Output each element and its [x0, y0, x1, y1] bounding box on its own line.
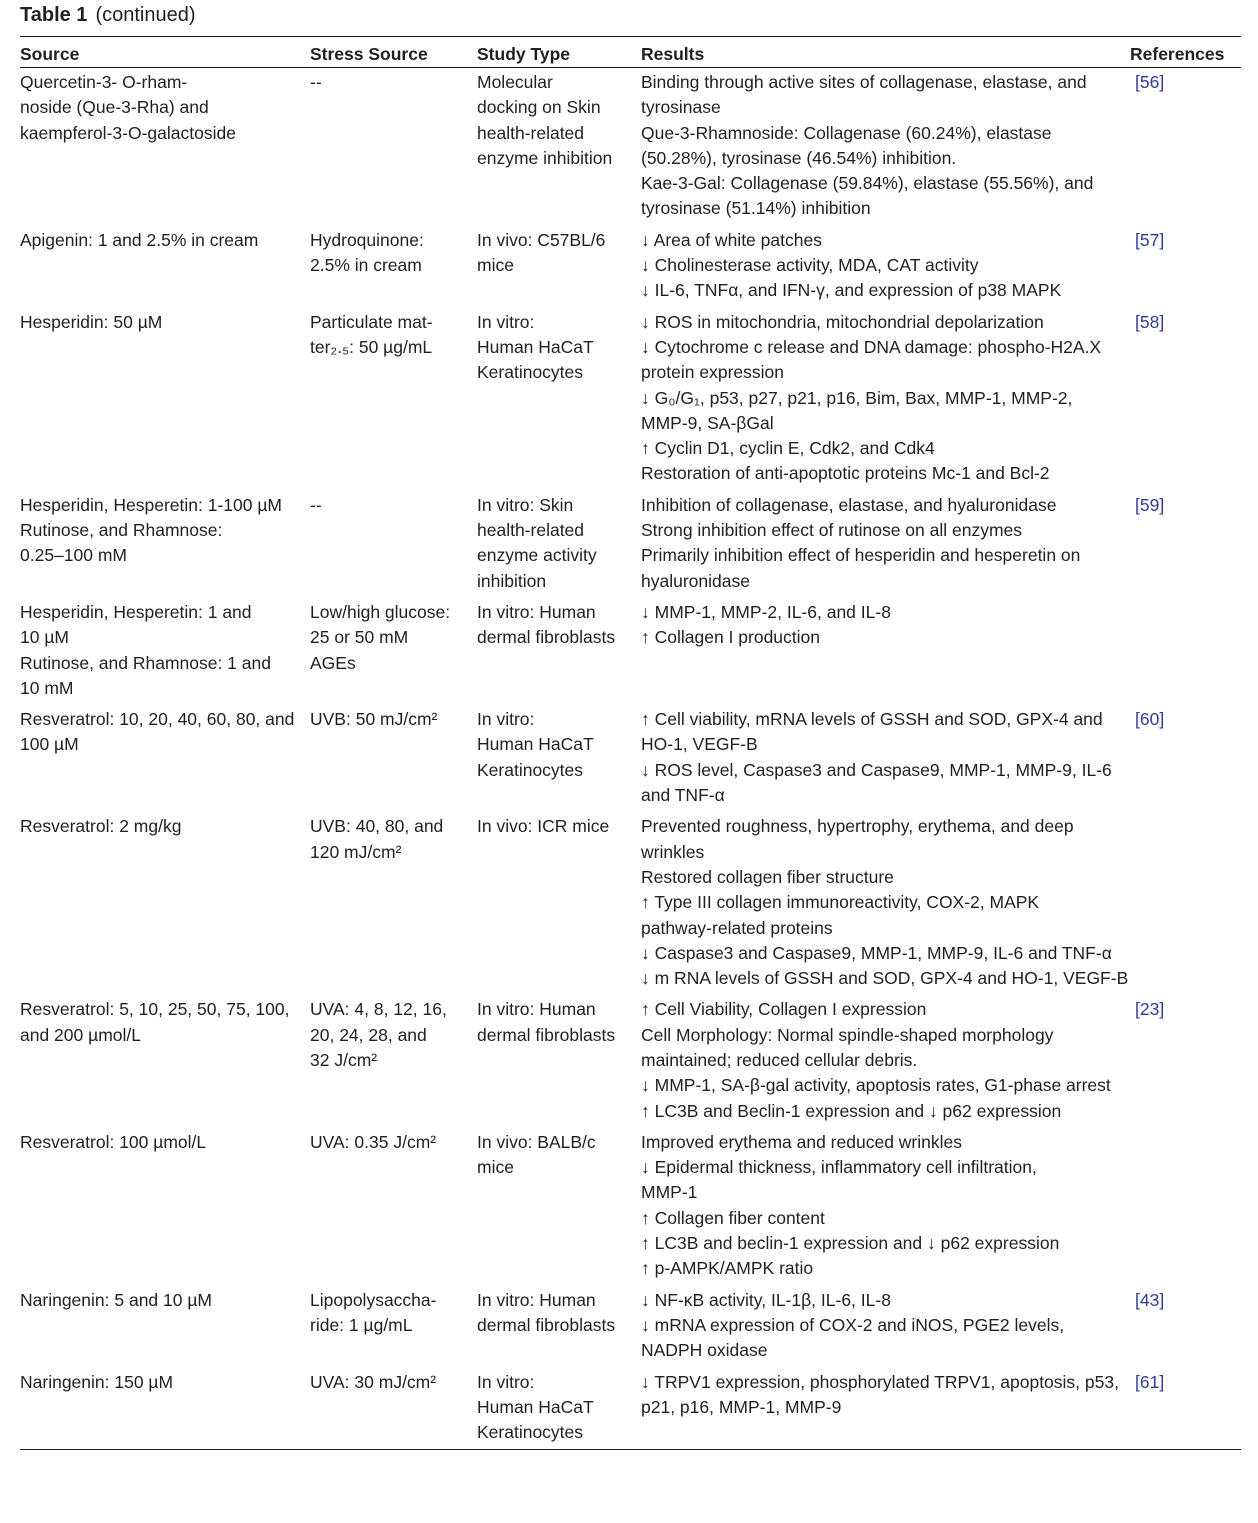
cell-line: ↓ IL-6, TNFα, and IFN-γ, and expression of p38 MAPK — [641, 280, 1062, 301]
cell-line: Human HaCaT — [477, 336, 594, 357]
cell-study-type — [477, 1368, 641, 1450]
cell-stress-source — [310, 226, 477, 308]
cell-line: noside (Que-3-Rha) and — [20, 97, 209, 118]
table-row — [20, 1128, 1241, 1286]
cell-line: Resveratrol: 10, 20, 40, 60, 80, and — [20, 709, 295, 730]
cell-line: maintained; reduced cellular debris. — [641, 1049, 918, 1070]
cell-line: 32 J/cm² — [310, 1049, 378, 1070]
cell-line: Hesperidin: 50 µM — [20, 311, 163, 332]
cell-line: 25 or 50 mM — [310, 627, 409, 648]
cell-line: p21, p16, MMP-1, MMP-9 — [641, 1396, 842, 1417]
cell-line: Human HaCaT — [477, 1396, 594, 1417]
cell-line: Binding through active sites of collagenase, elastase, and — [641, 72, 1087, 92]
cell-study-type — [477, 598, 641, 705]
cell-line: 10 µM — [20, 627, 69, 648]
cell-stress-source — [310, 491, 477, 598]
cell-line: In vitro: — [477, 1371, 535, 1392]
cell-line: AGEs — [310, 652, 356, 673]
cell-results — [641, 1286, 1130, 1368]
cell-results — [641, 308, 1130, 491]
cell-source — [20, 995, 310, 1127]
cell-line: (50.28%), tyrosinase (46.54%) inhibition. — [641, 147, 957, 168]
cell-line: Hesperidin, Hesperetin: 1 and — [20, 601, 252, 622]
cell-line: Quercetin-3- O-rham- — [20, 72, 188, 92]
cell-line: Kae-3-Gal: Collagenase (59.84%), elastase (55.56%), and — [641, 173, 1094, 194]
cell-line: Keratinocytes — [477, 1422, 584, 1443]
cell-line: ↑ Cell viability, mRNA levels of GSSH and SOD, GPX-4 and — [641, 709, 1103, 730]
reference-link[interactable]: [59] — [1135, 494, 1165, 515]
cell-line: Que-3-Rhamnoside: Collagenase (60.24%), elastase — [641, 122, 1052, 143]
cell-line: ↑ LC3B and Beclin-1 expression and ↓ p62 expression — [641, 1100, 1062, 1121]
cell-source — [20, 226, 310, 308]
cell-stress-source — [310, 1368, 477, 1450]
cell-line: dermal fibroblasts — [477, 627, 616, 648]
cell-line: Apigenin: 1 and 2.5% in cream — [20, 229, 259, 250]
header-stress-source: Stress Source — [310, 37, 477, 68]
cell-line: ↑ Cyclin D1, cyclin E, Cdk2, and Cdk4 — [641, 438, 935, 459]
cell-line: tyrosinase — [641, 97, 721, 118]
header-study-type: Study Type — [477, 37, 641, 68]
cell-results — [641, 1368, 1130, 1450]
cell-line: Restored collagen fiber structure — [641, 866, 894, 887]
cell-line: ↓ Epidermal thickness, inflammatory cell infiltration, — [641, 1157, 1037, 1178]
cell-study-type — [477, 1128, 641, 1286]
cell-line: Primarily inhibition effect of hesperidin and hesperetin on — [641, 545, 1081, 566]
reference-link[interactable]: [60] — [1135, 709, 1165, 730]
cell-line: Rutinose, and Rhamnose: 1 and — [20, 652, 271, 673]
cell-line: inhibition — [477, 570, 547, 591]
cell-reference — [1130, 68, 1241, 226]
table-row — [20, 226, 1241, 308]
cell-results — [641, 995, 1130, 1127]
cell-line: In vivo: C57BL/6 — [477, 229, 606, 250]
cell-line: In vitro: — [477, 311, 535, 332]
cell-line: Rutinose, and Rhamnose: — [20, 520, 223, 541]
cell-results — [641, 226, 1130, 308]
cell-line: health-related — [477, 122, 585, 143]
cell-line: UVB: 40, 80, and — [310, 816, 444, 837]
cell-line: ↑ Collagen fiber content — [641, 1207, 825, 1228]
cell-line: NADPH oxidase — [641, 1340, 768, 1361]
cell-line: enzyme activity — [477, 545, 597, 566]
cell-results — [641, 491, 1130, 598]
cell-line: In vitro: Skin — [477, 494, 574, 515]
cell-stress-source — [310, 705, 477, 812]
header-results: Results — [641, 37, 1130, 68]
cell-line: 120 mJ/cm² — [310, 841, 402, 862]
cell-line: In vitro: — [477, 709, 535, 730]
cell-results — [641, 812, 1130, 995]
table-row — [20, 705, 1241, 812]
table-row — [20, 598, 1241, 705]
cell-source — [20, 598, 310, 705]
cell-line: ↓ Area of white patches — [641, 229, 822, 250]
cell-reference — [1130, 598, 1241, 705]
cell-line: Cell Morphology: Normal spindle-shaped morphology — [641, 1024, 1054, 1045]
cell-study-type — [477, 308, 641, 491]
cell-source — [20, 1128, 310, 1286]
cell-line: 2.5% in cream — [310, 255, 422, 276]
cell-line: ↑ Type III collagen immunoreactivity, COX-2, MAPK — [641, 892, 1040, 913]
cell-line: Low/high glucose: — [310, 601, 451, 622]
cell-line: ↓ Cytochrome c release and DNA damage: phospho-H2A.X — [641, 336, 1102, 357]
reference-link[interactable]: [58] — [1135, 311, 1165, 332]
cell-line: In vitro: Human — [477, 999, 596, 1020]
cell-line: -- — [310, 72, 322, 92]
cell-line: Molecular — [477, 72, 553, 92]
cell-study-type — [477, 226, 641, 308]
table-row — [20, 68, 1241, 226]
cell-source — [20, 308, 310, 491]
table-row — [20, 308, 1241, 491]
cell-line: ter₂.₅: 50 µg/mL — [310, 336, 433, 357]
reference-link[interactable]: [23] — [1135, 999, 1165, 1020]
cell-stress-source — [310, 1286, 477, 1368]
cell-line: In vitro: Human — [477, 1289, 596, 1310]
cell-results — [641, 598, 1130, 705]
cell-line: ↑ Collagen I production — [641, 627, 820, 648]
cell-line: MMP-1 — [641, 1182, 698, 1203]
cell-study-type — [477, 1286, 641, 1368]
cell-stress-source — [310, 995, 477, 1127]
cell-reference — [1130, 491, 1241, 598]
table-body — [20, 68, 1241, 1450]
reference-link[interactable]: [56] — [1135, 72, 1165, 92]
cell-line: Prevented roughness, hypertrophy, erythema, and deep — [641, 816, 1074, 837]
cell-reference — [1130, 1128, 1241, 1286]
cell-line: 0.25–100 mM — [20, 545, 128, 566]
cell-study-type — [477, 491, 641, 598]
cell-line: UVB: 50 mJ/cm² — [310, 709, 438, 730]
cell-study-type — [477, 705, 641, 812]
cell-source — [20, 812, 310, 995]
header-references: References — [1130, 37, 1241, 68]
cell-line: Keratinocytes — [477, 362, 584, 383]
cell-study-type — [477, 812, 641, 995]
cell-study-type — [477, 68, 641, 226]
table-row — [20, 995, 1241, 1127]
cell-study-type — [477, 995, 641, 1127]
cell-stress-source — [310, 812, 477, 995]
cell-line: 20, 24, 28, and — [310, 1024, 427, 1045]
cell-line: kaempferol-3-O-galactoside — [20, 122, 236, 143]
cell-line: In vivo: ICR mice — [477, 816, 610, 837]
cell-line: Resveratrol: 100 µmol/L — [20, 1131, 207, 1152]
cell-line: tyrosinase (51.14%) inhibition — [641, 198, 871, 219]
cell-line: and 200 µmol/L — [20, 1024, 141, 1045]
cell-line: Particulate mat- — [310, 311, 433, 332]
cell-line: HO-1, VEGF-B — [641, 734, 758, 755]
cell-results — [641, 1128, 1130, 1286]
cell-line: dermal fibroblasts — [477, 1314, 616, 1335]
data-table — [20, 36, 1241, 1450]
cell-line: Hesperidin, Hesperetin: 1-100 µM — [20, 494, 283, 515]
cell-reference — [1130, 812, 1241, 995]
cell-results — [641, 68, 1130, 226]
cell-source — [20, 68, 310, 226]
cell-line: ↓ G₀/G₁, p53, p27, p21, p16, Bim, Bax, MMP-1, MMP-2, — [641, 387, 1073, 408]
cell-line: ↑ Cell Viability, Collagen I expression — [641, 999, 927, 1020]
cell-line: Restoration of anti-apoptotic proteins Mc-1 and Bcl-2 — [641, 463, 1050, 484]
cell-line: Naringenin: 150 µM — [20, 1371, 174, 1392]
cell-line: ↓ Caspase3 and Caspase9, MMP-1, MMP-9, IL-6 and TNF-α — [641, 942, 1112, 963]
table-row — [20, 1286, 1241, 1368]
cell-line: ↑ p-AMPK/AMPK ratio — [641, 1258, 814, 1279]
cell-reference — [1130, 705, 1241, 812]
cell-line: Inhibition of collagenase, elastase, and hyaluronidase — [641, 494, 1057, 515]
cell-line: Improved erythema and reduced wrinkles — [641, 1131, 962, 1152]
cell-line: protein expression — [641, 362, 784, 383]
cell-reference — [1130, 226, 1241, 308]
cell-line: ↓ mRNA expression of COX-2 and iNOS, PGE2 levels, — [641, 1314, 1065, 1335]
cell-line: ride: 1 µg/mL — [310, 1314, 413, 1335]
table-row — [20, 491, 1241, 598]
table-row — [20, 1368, 1241, 1450]
header-row — [20, 37, 1241, 68]
table-caption — [20, 2, 196, 28]
cell-line: ↓ TRPV1 expression, phosphorylated TRPV1, apoptosis, p53, — [641, 1371, 1119, 1392]
cell-line: Hydroquinone: — [310, 229, 424, 250]
cell-stress-source — [310, 308, 477, 491]
table-row — [20, 812, 1241, 995]
table-label: Table 1 — [20, 4, 88, 26]
header-source: Source — [20, 37, 310, 68]
cell-line: In vitro: Human — [477, 601, 596, 622]
cell-line: wrinkles — [641, 841, 705, 862]
cell-line: Resveratrol: 2 mg/kg — [20, 816, 182, 837]
cell-line: UVA: 0.35 J/cm² — [310, 1131, 437, 1152]
cell-line: Resveratrol: 5, 10, 25, 50, 75, 100, — [20, 999, 290, 1020]
cell-line: ↑ LC3B and beclin-1 expression and ↓ p62 expression — [641, 1233, 1060, 1254]
cell-line: and TNF-α — [641, 785, 725, 806]
reference-link[interactable]: [61] — [1135, 1371, 1165, 1392]
cell-line: docking on Skin — [477, 97, 601, 118]
reference-link[interactable]: [57] — [1135, 229, 1165, 250]
cell-line: mice — [477, 255, 514, 276]
cell-line: Lipopolysaccha- — [310, 1289, 437, 1310]
cell-line: mice — [477, 1157, 514, 1178]
cell-line: pathway-related proteins — [641, 917, 833, 938]
cell-line: ↓ MMP-1, SA-β-gal activity, apoptosis rates, G1-phase arrest — [641, 1075, 1111, 1096]
cell-line: ↓ m RNA levels of GSSH and SOD, GPX-4 and HO-1, VEGF-B — [641, 968, 1129, 989]
cell-line: In vivo: BALB/c — [477, 1131, 596, 1152]
cell-reference — [1130, 308, 1241, 491]
cell-reference — [1130, 1368, 1241, 1450]
reference-link[interactable]: [43] — [1135, 1289, 1165, 1310]
cell-line: ↓ NF-κB activity, IL-1β, IL-6, IL-8 — [641, 1289, 891, 1310]
cell-line: ↓ ROS in mitochondria, mitochondrial depolarization — [641, 311, 1044, 332]
cell-line: -- — [310, 494, 322, 515]
cell-line: Keratinocytes — [477, 759, 584, 780]
cell-line: Human HaCaT — [477, 734, 594, 755]
cell-source — [20, 1286, 310, 1368]
cell-line: ↓ Cholinesterase activity, MDA, CAT activity — [641, 255, 979, 276]
cell-line: UVA: 30 mJ/cm² — [310, 1371, 437, 1392]
cell-line: Naringenin: 5 and 10 µM — [20, 1289, 213, 1310]
cell-line: hyaluronidase — [641, 570, 750, 591]
cell-line: Strong inhibition effect of rutinose on all enzymes — [641, 520, 1023, 541]
cell-line: ↓ MMP-1, MMP-2, IL-6, and IL-8 — [641, 601, 891, 622]
cell-stress-source — [310, 598, 477, 705]
cell-line: enzyme inhibition — [477, 147, 613, 168]
cell-line: ↓ ROS level, Caspase3 and Caspase9, MMP-1, MMP-9, IL-6 — [641, 759, 1112, 780]
cell-stress-source — [310, 1128, 477, 1286]
table-continued: (continued) — [95, 4, 196, 26]
cell-line: UVA: 4, 8, 12, 16, — [310, 999, 447, 1020]
cell-reference — [1130, 1286, 1241, 1368]
cell-source — [20, 1368, 310, 1450]
cell-line: MMP-9, SA-βGal — [641, 412, 774, 433]
cell-reference — [1130, 995, 1241, 1127]
cell-source — [20, 491, 310, 598]
cell-line: 100 µM — [20, 734, 79, 755]
cell-stress-source — [310, 68, 477, 226]
cell-source — [20, 705, 310, 812]
cell-results — [641, 705, 1130, 812]
cell-line: dermal fibroblasts — [477, 1024, 616, 1045]
cell-line: health-related — [477, 520, 585, 541]
cell-line: 10 mM — [20, 677, 74, 698]
